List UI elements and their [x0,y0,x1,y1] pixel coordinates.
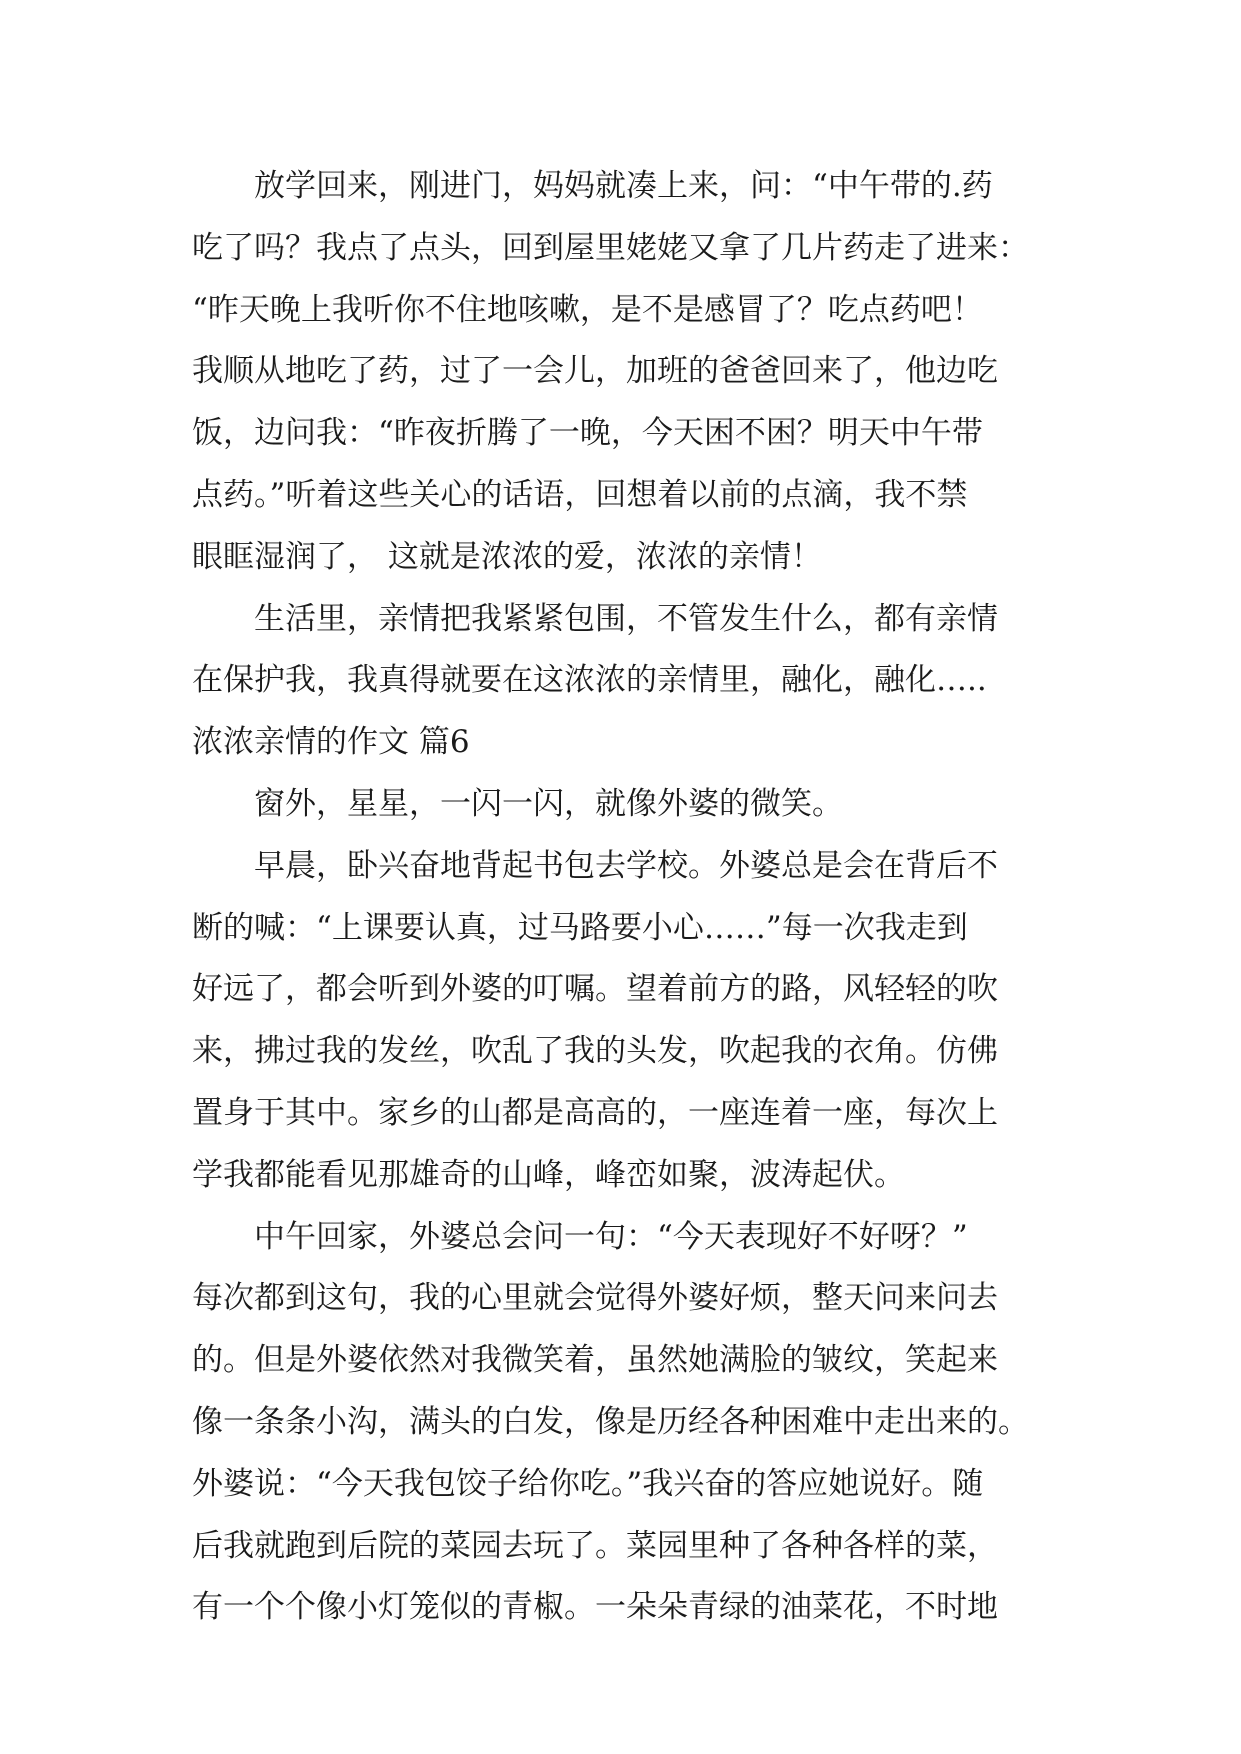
paragraph-line: 像一条条小沟，满头的白发，像是历经各种困难中走出来的。 [192,1403,1029,1440]
paragraph-line: 生活里，亲情把我紧紧包围，不管发生什么，都有亲情 [254,600,998,637]
paragraph-line: 我顺从地吃了药，过了一会儿，加班的爸爸回来了，他边吃 [192,353,998,390]
paragraph-line: 点药。”听着这些关心的话语，回想着以前的点滴，我不禁 [192,476,968,513]
paragraph-line: 置身于其中。家乡的山都是高高的，一座连着一座，每次上 [192,1094,998,1131]
paragraph-line: 吃了吗？我点了点头，回到屋里姥姥又拿了几片药走了进来： [192,229,1029,266]
section-heading: 浓浓亲情的作文 篇6 [192,724,470,761]
paragraph-line: 外婆说：“今天我包饺子给你吃。”我兴奋的答应她说好。随 [192,1465,984,1502]
paragraph-line: 窗外，星星，一闪一闪，就像外婆的微笑。 [254,785,843,822]
paragraph-line: 后我就跑到后院的菜园去玩了。菜园里种了各种各样的菜， [192,1527,998,1564]
paragraph-line: 放学回来，刚进门，妈妈就凑上来，问：“中午带的.药 [254,168,993,204]
paragraph-line: 每次都到这句，我的心里就会觉得外婆好烦，整天问来问去 [192,1280,998,1317]
paragraph-line: 的。但是外婆依然对我微笑着，虽然她满脸的皱纹，笑起来 [192,1342,998,1379]
paragraph-line: 好远了，都会听到外婆的叮嘱。望着前方的路，风轻轻的吹 [192,971,998,1008]
paragraph-line: 学我都能看见那雄奇的山峰，峰峦如聚，波涛起伏。 [192,1156,905,1193]
paragraph-line: 早晨，卧兴奋地背起书包去学校。外婆总是会在背后不 [254,847,998,884]
paragraph-line: 在保护我，我真得就要在这浓浓的亲情里，融化，融化….. [192,662,987,699]
article-body [192,156,1072,1639]
paragraph-line: “昨天晚上我听你不住地咳嗽，是不是感冒了？吃点药吧！ [192,291,983,328]
paragraph-line: 断的喊：“上课要认真，过马路要小心……”每一次我走到 [192,909,968,946]
paragraph-line: 饭，边问我：“昨夜折腾了一晚，今天困不困？明天中午带 [192,415,983,452]
paragraph-line: 有一个个像小灯笼似的青椒。一朵朵青绿的油菜花，不时地 [192,1589,998,1626]
paragraph-line: 中午回家，外婆总会问一句：“今天表现好不好呀？” [254,1218,968,1255]
paragraph-line: 来，拂过我的发丝，吹乱了我的头发，吹起我的衣角。仿佛 [192,1033,998,1070]
paragraph-line: 眼眶湿润了， 这就是浓浓的爱，浓浓的亲情！ [192,538,822,575]
